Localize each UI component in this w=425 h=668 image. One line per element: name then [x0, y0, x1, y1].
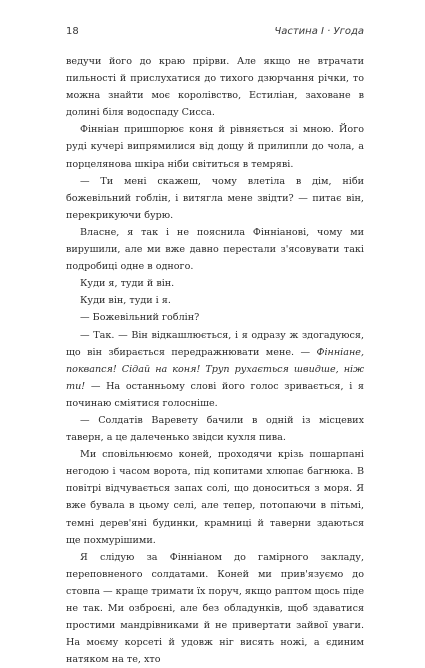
- paragraph: ведучи його до краю прірви. Але якщо не втрачати пильності й прислухатися до тихого дзюрчання річки, то можна знайти моє королівство, Естиліан, заховане в долині біля водоспаду Сисса.: [66, 56, 364, 119]
- paragraph: Ми сповільнюємо коней, проходячи крізь пошарпані негодою і часом ворота, під копитами хлюпає багнюка. В повітрі відчувається запах солі, що доноситься з моря. Я вже бувала в цьому селі, але тепер, потопаючи в пітьмі, темні дерев'яні будинки, крамниці й таверни здаються ще похмурішими.: [66, 449, 364, 546]
- paragraph: — Ти мені скажеш, чому влетіла в дім, ніби божевільний гоблін, і витягла мене звідти? — питає він, перекрикуючи бурю.: [66, 175, 364, 221]
- quote-tail: — На останньому слові його голос зривається, і я починаю сміятися голосніше.: [66, 380, 364, 409]
- page-number: 18: [66, 26, 79, 37]
- paragraph: — Божевільний гоблін?: [80, 312, 200, 324]
- running-head: Частина І · Угода: [274, 26, 364, 37]
- paragraph: Я слідую за Фінніаном до гамірного закладу, переповненого солдатами. Коней ми прив'язуємо до стовпа — краще тримати їх поруч, якщо раптом щось піде не так. Ми озброєні, але без обладунків, щоб здаватися простими мандрівниками й не привертати зайвої уваги. На моєму корсеті й удовж ніг висять ножі, а єдиним натяком на те, хто: [66, 551, 364, 666]
- paragraph: Власне, я так і не пояснила Фінніанові, чому ми вирушили, але ми вже давно перестали з'ясовувати такі подробиці одне в одного.: [66, 226, 364, 273]
- paragraph: Куди я, туди й він.: [80, 278, 175, 290]
- paragraph: — Солдатів Варевету бачили в одній із місцевих таверн, а це далеченько звідси кухля пива.: [66, 414, 364, 444]
- body-text: [66, 53, 364, 668]
- paragraph: Фінніан пришпорює коня й рівняється зі мною. Його руді кучері випрямилися від дощу й прилипли до чола, а порцелянова шкіра ніби світиться в темряві.: [66, 124, 364, 170]
- paragraph: Куди він, туди і я.: [80, 295, 171, 307]
- quote-lead: — Так. — Він відкашлюється, і я одразу ж здогадуюся, що він збирається передражнювати мене. —: [66, 329, 364, 358]
- paragraph-quote: [66, 327, 364, 412]
- quote-italic: Фінніане, поквапся! Сідай на коня! Труп рухається швидше, ніж ти!: [66, 346, 364, 392]
- running-header: [66, 26, 364, 42]
